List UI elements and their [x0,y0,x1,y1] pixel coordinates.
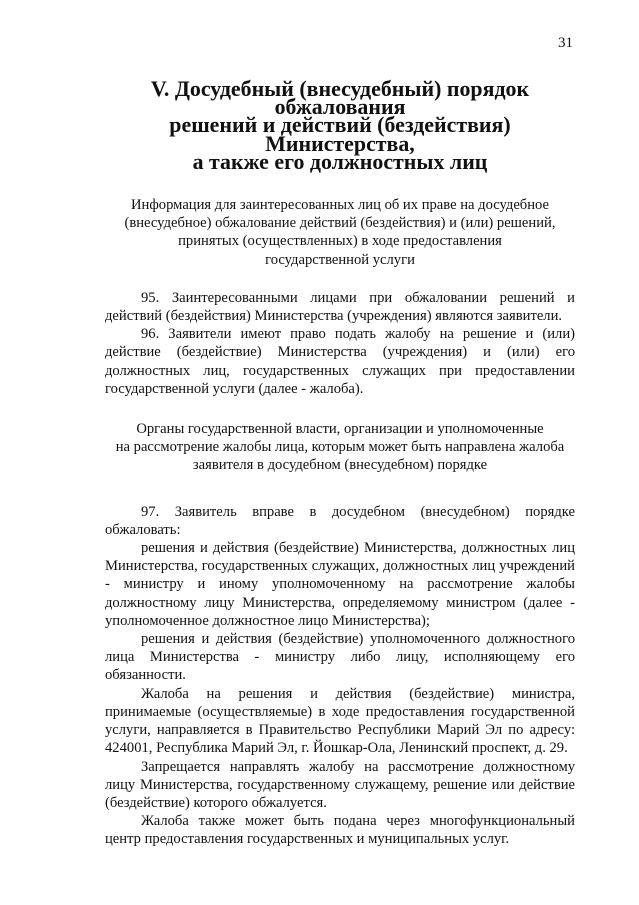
section-title-line: а также его должностных лиц [192,148,488,174]
paragraph-complaint-minister: Жалоба на решения и действия (бездействие) министра, принимаемые (осуществляемые) в ходе предоставления государственной услуги, направляется в Правительство Республики Марий Эл по адресу: 424001, Республика Марий Эл, г. Йошкар-Ола, Ленинский проспект, д. 29. [105,685,575,757]
paragraph-block-2 [105,503,575,849]
subheading-line: Органы государственной власти, организации и уполномоченные [136,421,544,438]
paragraph-97-item-1: решения и действия (бездействие) Министерства, должностных лиц Министерства, государственных служащих, должностных лиц учреждений - министру и иному уполномоченному на рассмотрение жалобы должностному лицу Министерства, определяемому министром (далее - уполномоченное должностное лицо Министерства); [105,540,575,629]
document-body [105,76,575,849]
paragraph-96: 96. Заявители имеют право подать жалобу на решение и (или) действие (бездействие) Министерства (учреждения) и (или) его должностных лиц, государственных служащих при предоставлении государственной услуги (далее - жалоба). [105,326,575,397]
subheading-info-rights [105,196,575,269]
section-title-line: V. Досудебный (внесудебный) порядок обжалования [150,76,530,120]
paragraph-mfc: Жалоба также может быть подана через многофункциональный центр предоставления государственных и муниципальных услуг. [105,813,575,848]
subheading-line: заявителя в досудебном (внесудебном) порядке [192,457,488,474]
paragraph-97-item-2: решения и действия (бездействие) уполномоченного должностного лица Министерства - министру либо лицу, исполняющему его обязанности. [105,631,575,684]
paragraph-97: 97. Заявитель вправе в досудебном (внесудебном) порядке обжаловать: [105,503,575,538]
subheading-line: принятых (осуществленных) в ходе предоставления [178,233,502,250]
subheading-line: на рассмотрение жалобы лица, которым может быть направлена жалоба [115,439,565,456]
paragraph-block-1 [105,289,575,398]
subheading-authorities [105,420,575,475]
section-title-line: решений и действий (бездействия) Министерства, [169,112,511,156]
subheading-line: Информация для заинтересованных лиц об их праве на досудебное [131,197,549,214]
subheading-line: (внесудебное) обжалование действий (бездействия) и (или) решений, [124,215,556,232]
page-number: 31 [558,35,573,51]
paragraph-prohibition: Запрещается направлять жалобу на рассмотрение должностному лицу Министерства, государственному служащему, решение или действие (бездействие) которого обжалуется. [105,758,575,811]
subheading-line: государственной услуги [265,251,415,268]
paragraph-95: 95. Заинтересованными лицами при обжаловании решений и действий (бездействия) Министерства (учреждения) являются заявители. [105,289,575,325]
section-title [105,76,575,174]
